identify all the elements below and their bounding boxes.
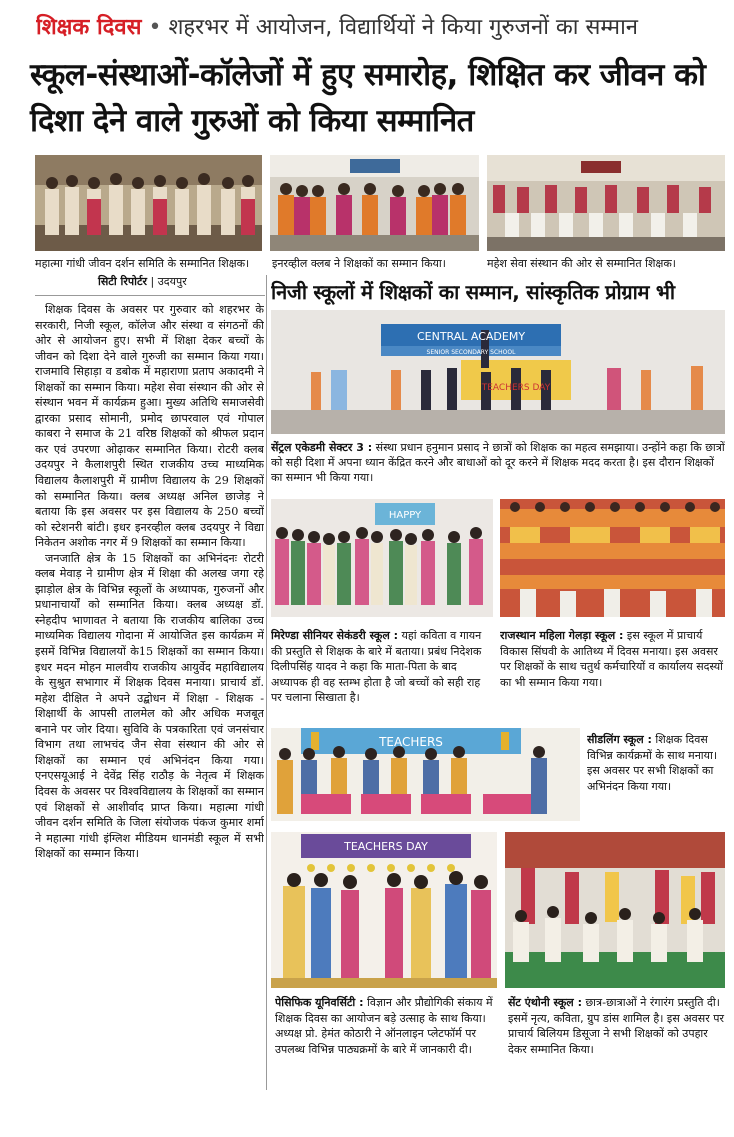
caption-st-anthony xyxy=(508,995,725,1057)
caption-seedling-text: शिक्षक दिवस विभिन्न कार्यक्रमों के साथ मनाया। इस अवसर पर सभी शिक्षकों का अभिनंदन किया गया। xyxy=(587,733,718,793)
article-body xyxy=(35,302,264,1092)
crowd-photo-icon xyxy=(500,499,725,617)
caption-pacific xyxy=(275,995,497,1057)
caption-central-lead: सेंट्रल एकेडमी सेक्टर 3 : xyxy=(271,441,373,454)
seedling-board-text: TEACHERS xyxy=(379,735,443,749)
stage-banner-sub: SENIOR SECONDARY SCHOOL xyxy=(426,349,516,356)
group-photo-icon xyxy=(271,832,497,988)
photo-mahatma-gandhi-samiti xyxy=(35,155,262,251)
caption-anthony-lead: सेंट एंथोनी स्कूल : xyxy=(508,996,582,1009)
photo-pacific-university xyxy=(271,832,497,988)
photo-innerwheel-club xyxy=(270,155,479,251)
caption-innerwheel: इनरव्हील क्लब ने शिक्षकों का सम्मान किया। xyxy=(272,257,446,270)
stage-photo-icon xyxy=(271,310,725,434)
caption-seedling-lead: सीडलिंग स्कूल : xyxy=(587,733,652,746)
group-photo-icon xyxy=(271,728,580,821)
group-photo-icon xyxy=(487,155,725,251)
caption-rajasthan-text: इस स्कूल में प्राचार्य विकास सिंघवी के आतिथ्य में दिवस मनाया। इस अवसर पर शिक्षकों के साथ चतुर्थ कर्मचारियों व कार्यालय सदस्यों का भी सम्मान किया गया। xyxy=(500,629,723,689)
group-photo-icon xyxy=(35,155,262,251)
caption-rajasthan-lead: राजस्थान महिला गेलड़ा स्कूल : xyxy=(500,629,624,642)
tag-bullet: • xyxy=(148,15,162,40)
stage-banner-text: CENTRAL ACADEMY xyxy=(416,330,526,343)
caption-pacific-text: विज्ञान और प्रौद्योगिकी संकाय में शिक्षक दिवस का आयोजन बड़े उत्साह के साथ किया। अध्यक्ष प्रो. हेमंत कोठारी ने ऑनलाइन प्लेटफॉर्म पर उपलब्ध विभिन्न पाठ्यक्रमों के बारे में जानकारी दी। xyxy=(275,996,493,1056)
photo-mahesh-seva-sansthan xyxy=(487,155,725,251)
stage-board-text: TEACHERS DAY xyxy=(481,383,551,393)
caption-seedling xyxy=(587,732,725,794)
group-photo-icon xyxy=(271,499,493,617)
caption-pacific-lead: पेसिफिक यूनिवर्सिटी : xyxy=(275,996,364,1009)
photo-seedling-school xyxy=(271,728,580,821)
column-divider xyxy=(266,275,267,1090)
caption-mirenda-text: यहां कविता व गायन की प्रस्तुति से शिक्षक के बारे में बताया। प्रबंध निदेशक दिलीपसिंह यादव ने कहा कि माता-पिता के बाद अध्यापक ही वह स्तम्भ होता है जो बच्चों को सही राह पर चलाना सिखाता है। xyxy=(271,629,482,704)
photo-rajasthan-mahila-school xyxy=(500,499,725,617)
sub-headline: निजी स्कूलों में शिक्षकों का सम्मान, सांस्कृतिक प्रोग्राम भी xyxy=(271,280,675,304)
page-headline: स्कूल-संस्थाओं-कॉलेजों में हुए समारोह, शिक्षित कर जीवन को दिशा देने वाले गुरुओं को किया सम्मानित xyxy=(30,57,706,139)
byline-city: उदयपुर xyxy=(157,275,187,288)
photo-central-academy xyxy=(271,310,725,434)
byline-reporter: सिटी रिपोर्टर xyxy=(98,275,147,288)
group-photo-icon xyxy=(270,155,479,251)
caption-central-text: संस्था प्रधान हनुमान प्रसाद ने छात्रों को शिक्षक का महत्व समझाया। उन्होंने कहा कि छात्रों को सही दिशा में अपना ध्यान केंद्रित करने और बाधाओं को दूर करने में शिक्षक मदद करता है। इस दौरान शिक्षकों का सम्मान भी किया गया। xyxy=(271,441,725,484)
mirenda-board-text: HAPPY xyxy=(388,510,422,521)
photo-st-anthony-school xyxy=(505,832,725,988)
caption-rajasthan xyxy=(500,628,725,690)
section-tag: शिक्षक दिवस xyxy=(36,15,142,40)
caption-anthony-text: छात्र-छात्राओं ने रंगारंग प्रस्तुति दी। इसमें नृत्य, कविता, ग्रुप डांस शामिल है। इस अवसर पर प्राचार्य बिलियम डिसूजा ने सभी शिक्षकों को उपहार देकर सम्मानित किया। xyxy=(508,996,724,1056)
photo-mirenda-school xyxy=(271,499,493,617)
article-paragraph-1: शिक्षक दिवस के अवसर पर गुरुवार को शहरभर के सरकारी, निजी स्कूल, कॉलेज और संस्था व संगठनों की ओर से आयोजन हुए। सभी में शिक्षा देकर बच्चों के जीवन को दिशा देने वाले गुरुजी का सम्मान किया गया। राजमावि सिहाड़ा व डबोक में महाराणा प्रताप अकादमी ने शिक्षकों का सम्मान किया। महेश सेवा संस्थान की ओर से संस्थान भवन में कार्यक्रम हुआ। मुख्य अतिथि समाजसेवी द्वारका प्रसाद सोमानी, प्रमोद छापरवाल एवं गोपाल काबरा ने समाज के 21 वरिष्ठ शिक्षकों को श्रीफल प्रदान कर एवं उपरणा ओढ़ाकर सम्मानित किया। रोटरी क्लब उदयपुर ने कैलाशपुरी स्थित राजकीय उच्च माध्यमिक विद्यालय कैलाशपुरी में ग्रामीण विद्यालय के 29 शिक्षकों को सम्मानित किया। क्लब अध्यक्ष अनिल छाजेड़ ने बताया कि इस अवसर पर इस विद्यालय के 250 बच्चों को स्टेशनरी बांटी। इधर इनरव्हील क्लब उदयपुर ने विद्या निकेतन अशोक नगर में 9 शिक्षकों का सम्मान किया। xyxy=(35,303,264,550)
section-tagline xyxy=(36,10,726,46)
tag-subtitle: शहरभर में आयोजन, विद्यार्थियों ने किया गुरुजनों का सम्मान xyxy=(168,15,638,40)
caption-central-academy xyxy=(271,440,725,485)
byline-divider: | xyxy=(150,275,155,288)
pacific-board-text: TEACHERS DAY xyxy=(344,840,428,853)
byline xyxy=(98,274,268,289)
article-paragraph-2: जनजाति क्षेत्र के 15 शिक्षकों का अभिनंदनः रोटरी क्लब मेवाड़ ने ग्रामीण क्षेत्र में शिक्षा की अलख जगा रहे झाड़ोल क्षेत्र के विभिन्न स्कूलों के अध्यापक, गुरुजनों और प्रधानाचार्यों को सम्मानित किया। क्लब अध्यक्ष डॉ. स्नेहदीप भाणावत ने बताया कि राजकीय बालिका उच्च माध्यमिक विद्यालय गोदाना में आयोजित इस कार्यक्रम में इसमें विभिन्न विद्यालयों के15 शिक्षकों का सम्मान किया। इधर मदन मोहन मालवीय राजकीय आयुर्वेद महाविद्यालय के सुश्रुत सभागार में शिक्षक दिवस मनाया। प्राचार्य डॉ. महेश दीक्षित ने अपने उद्बोधन में शिक्षा - शिक्षक - शिक्षार्थी के आपसी तालमेल को और अधिक मजबूत बनाने पर जोर दिया। सुविवि के पत्रकारिता एवं जनसंचार विभाग तथा लाभचंद जैन सेवा संस्थान की ओर से शिक्षकों का सम्मान एवं अभिनंदन किया गया। एनएसयूआई ने देवेंद्र सिंह राठौड़ के नेतृत्व में शिक्षक दिवस के अवसर पर विश्वविद्यालय के शिक्षकों का सम्मान एवं शिक्षकों से आशीर्वाद प्राप्त किया। महात्मा गांधी जीवन दर्शन समिति के जिला संयोजक पंकज कुमार शर्मा ने महात्मा गांधी इंग्लिश मीडियम धानमंडी स्कूल में सभी शिक्षकों का सम्मान किया। xyxy=(35,551,264,861)
group-photo-icon xyxy=(505,832,725,988)
caption-mahatma-gandhi: महात्मा गांधी जीवन दर्शन समिति के सम्मानित शिक्षक। xyxy=(35,257,250,270)
byline-rule xyxy=(35,295,265,296)
caption-mirenda xyxy=(271,628,493,706)
caption-mahesh-seva: महेश सेवा संस्थान की ओर से सम्मानित शिक्षक। xyxy=(487,257,676,270)
caption-mirenda-lead: मिरेण्डा सीनियर सेकंडरी स्कूल : xyxy=(271,629,399,642)
